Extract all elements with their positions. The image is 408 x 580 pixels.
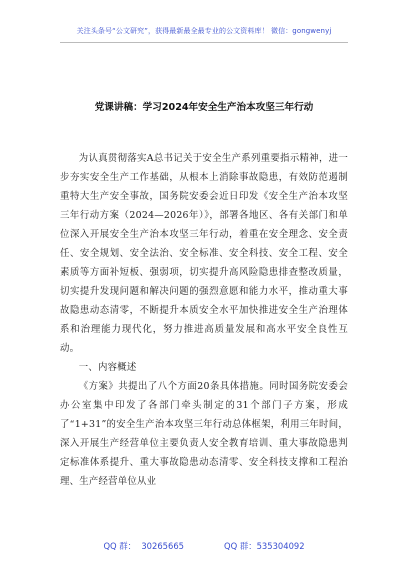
qq-group-2: QQ 群：535304092 bbox=[224, 541, 305, 551]
header-divider bbox=[60, 42, 348, 43]
header-banner: 关注头条号“公文研究”，获得最新最全最专业的公文资料库！ 微信：gongwenyj bbox=[76, 27, 332, 35]
section-heading: 一、内容概述 bbox=[78, 362, 137, 373]
body-paragraph: 《方案》共提出了八个方面20条具体措施。同时国务院安委会办公室集中印发了各部门牵头制定的31个部门子方案，形成了“1+31”的安全生产治本攻坚三年行动总体框架，利用三年时间，深入开展生产经营单位主要负责人安全教育培训、重大事故隐患判定标准体系提升、重大事故隐患动态清零、安全科技支撑和工程治理、生产经营单位从业 bbox=[60, 381, 348, 487]
intro-paragraph: 为认真贯彻落实A总书记关于安全生产系列重要指示精神，进一步夯实安全生产工作基础，从根本上消除事故隐患，有效防范遏制重特大生产安全事故，国务院安委会近日印发《安全生产治本攻坚三年行动方案（2024—2026年）》，部署各地区、各有关部门和单位深入开展安全生产治本攻坚三年行动，着重在安全理念、安全责任、安全规划、安全法治、安全标准、安全科技、安全工程、安全素质等方面补短板、强弱项，切实提升高风险隐患排查整改质量，切实提升发现问题和解决问题的强烈意愿和能力水平，推动重大事故隐患动态清零，不断提升本质安全水平加快推进安全生产治理体系和治理能力现代化，努力推进高质量发展和高水平安全良性互动。 bbox=[60, 153, 348, 354]
document-title: 党课讲稿：学习2024年安全生产治本攻坚三年行动 bbox=[94, 102, 314, 113]
document-body bbox=[60, 149, 348, 491]
footer-contacts bbox=[0, 540, 408, 552]
qq-group-1: QQ 群： 30265665 bbox=[103, 541, 184, 551]
